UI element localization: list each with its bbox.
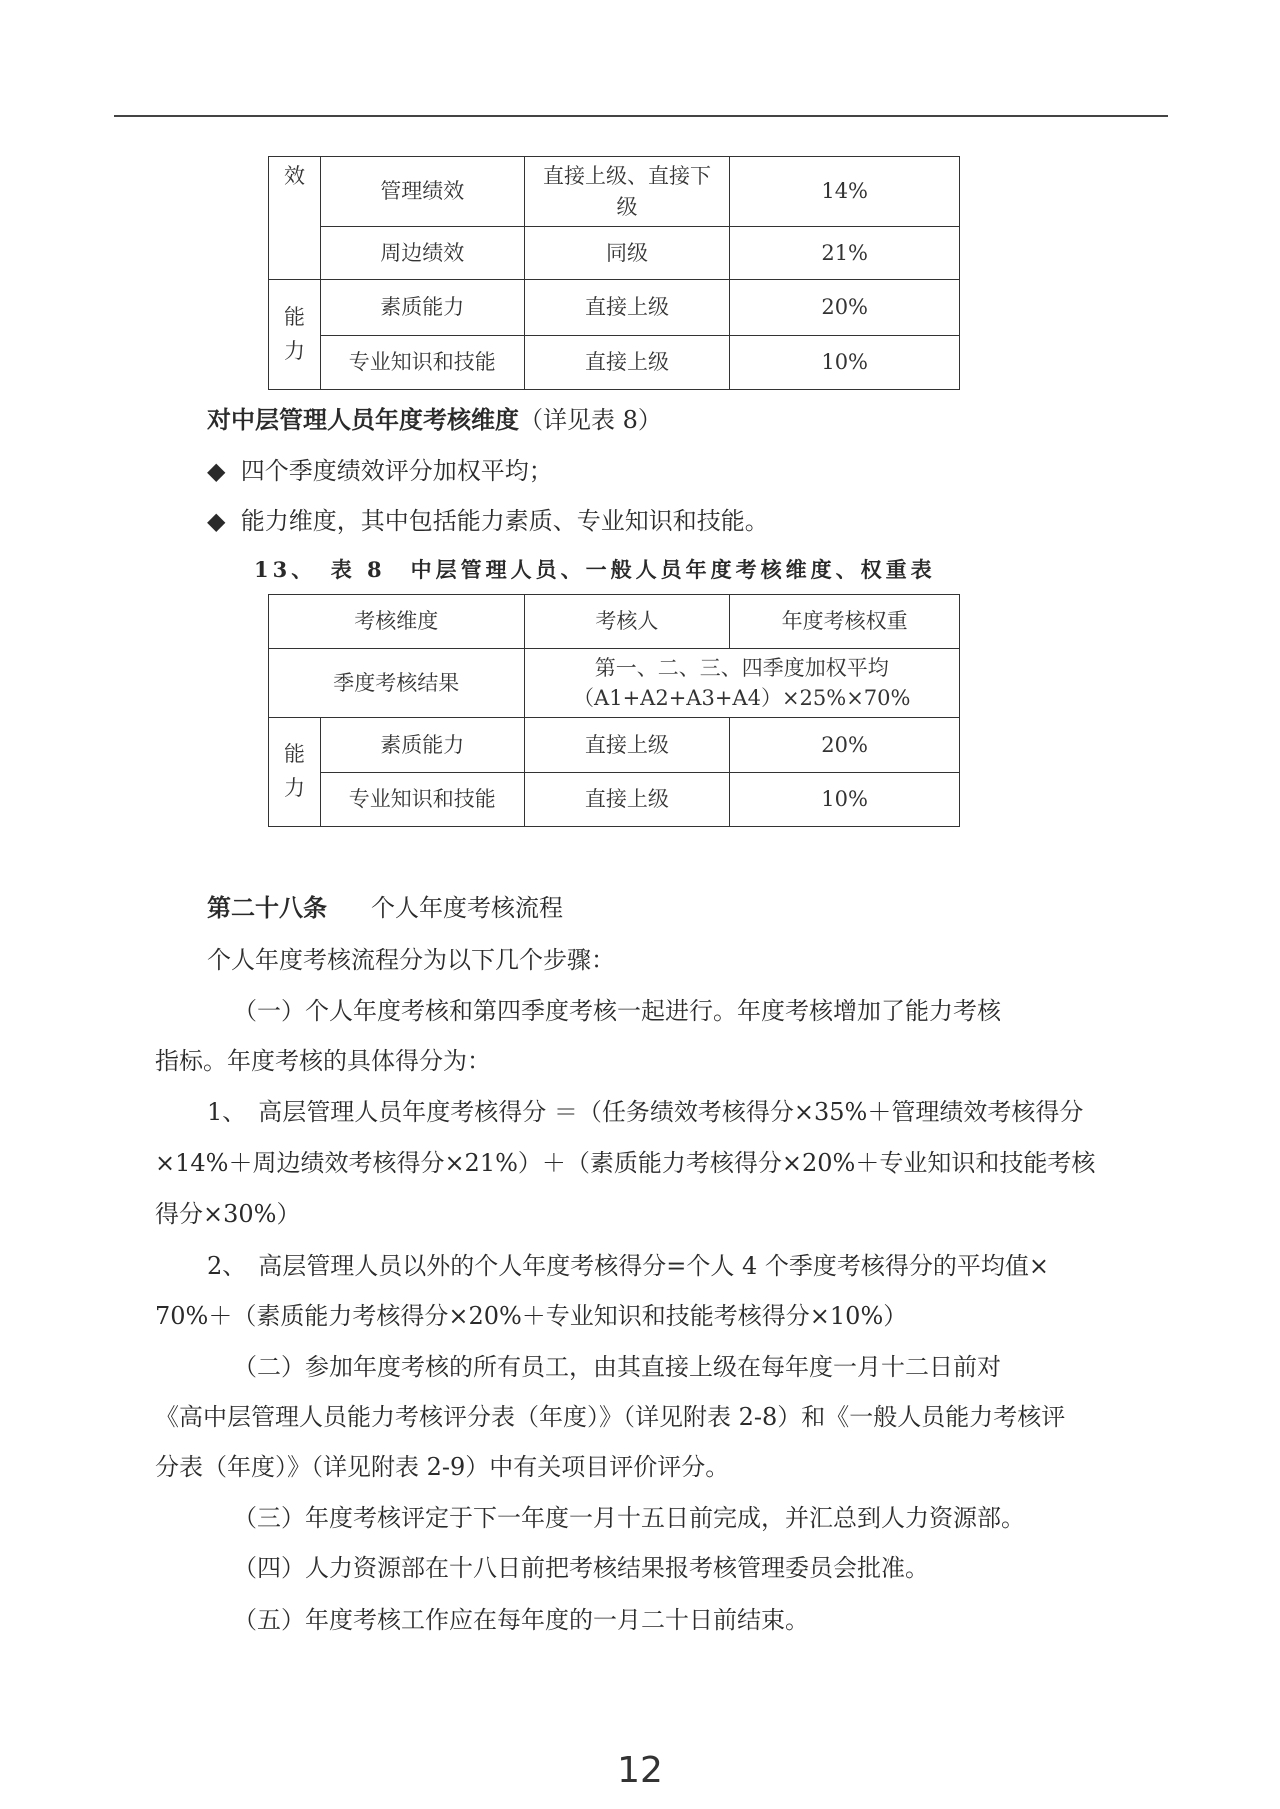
table-row [269, 157, 960, 227]
paragraph-line: 2、 高层管理人员以外的个人年度考核得分=个人 4 个季度考核得分的平均值× [207, 1252, 1050, 1280]
dimension-cell: 周边绩效 [320, 227, 524, 280]
weight-cell: 14% [730, 157, 960, 227]
weight-cell: 20% [730, 718, 960, 773]
table-senior-weights [268, 156, 960, 390]
heading-bold: 对中层管理人员年度考核维度 [207, 405, 519, 434]
paragraph-line: （四）人力资源部在十八日前把考核结果报考核管理委员会批准。 [233, 1554, 929, 1582]
header-assessor: 考核人 [524, 595, 730, 649]
bullet-item [207, 501, 769, 536]
article-number: 第二十八条 [207, 893, 327, 922]
quarter-value-line1: 第一、二、三、四季度加权平均 [594, 655, 889, 680]
paragraph-line: 《高中层管理人员能力考核评分表（年度）》（详见附表 2-8）和《一般人员能力考核评 [155, 1403, 1066, 1431]
weight-cell: 10% [730, 773, 960, 827]
header-weight: 年度考核权重 [730, 595, 960, 649]
bullet-item [207, 451, 553, 486]
table-mid-weights [268, 594, 960, 827]
table-row [269, 718, 960, 773]
header-rule [114, 115, 1168, 117]
assessor-cell: 直接上级 [524, 336, 730, 390]
quarter-value-line2: （A1+A2+A3+A4）×25%×70% [573, 686, 911, 710]
table-header-row [269, 595, 960, 649]
table-row [269, 280, 960, 336]
paragraph-line: （一）个人年度考核和第四季度考核一起进行。年度考核增加了能力考核 [233, 997, 1001, 1025]
paragraph-line: 1、 高层管理人员年度考核得分 ＝（任务绩效考核得分×35%＋管理绩效考核得分 [207, 1098, 1084, 1126]
table-row [269, 649, 960, 718]
weight-cell: 21% [730, 227, 960, 280]
paragraph-line: 得分×30%） [155, 1200, 301, 1228]
quarter-value [524, 649, 959, 718]
heading-ref: （详见表 8） [519, 406, 662, 434]
article-title: 个人年度考核流程 [371, 894, 563, 922]
paragraph-line: 分表（年度）》（详见附表 2-9）中有关项目评价评分。 [155, 1453, 730, 1481]
paragraph-line: （五）年度考核工作应在每年度的一月二十日前结束。 [233, 1606, 809, 1634]
dimension-cell: 素质能力 [320, 718, 524, 773]
bullet-text: 四个季度绩效评分加权平均； [240, 457, 553, 485]
page-number: 12 [617, 1750, 663, 1791]
table-row [269, 773, 960, 827]
paragraph-line: （三）年度考核评定于下一年度一月十五日前完成，并汇总到人力资源部。 [233, 1504, 1025, 1532]
table-row [269, 336, 960, 390]
quarter-label: 季度考核结果 [269, 649, 525, 718]
assessor-cell: 直接上级、直接下级 [524, 157, 730, 227]
group-cell: 能力 [269, 280, 321, 390]
assessor-cell: 直接上级 [524, 718, 730, 773]
assessor-cell: 直接上级 [524, 280, 730, 336]
dimension-cell: 专业知识和技能 [320, 336, 524, 390]
bullet-text: 能力维度，其中包括能力素质、专业知识和技能。 [240, 507, 769, 535]
weight-cell: 20% [730, 280, 960, 336]
dimension-cell: 素质能力 [320, 280, 524, 336]
paragraph-line: 指标。年度考核的具体得分为： [155, 1047, 491, 1075]
group-cell: 能力 [269, 718, 321, 827]
paragraph-line: 70%＋（素质能力考核得分×20%＋专业知识和技能考核得分×10%） [155, 1302, 908, 1330]
assessor-cell: 直接上级 [524, 773, 730, 827]
header-dimension: 考核维度 [269, 595, 525, 649]
paragraph-line: （二）参加年度考核的所有员工，由其直接上级在每年度一月十二日前对 [233, 1353, 1001, 1381]
table-row [269, 227, 960, 280]
section-heading [207, 400, 662, 435]
dimension-cell: 管理绩效 [320, 157, 524, 227]
diamond-bullet-icon: ◆ [207, 507, 226, 535]
weight-cell: 10% [730, 336, 960, 390]
diamond-bullet-icon: ◆ [207, 457, 226, 485]
assessor-cell: 同级 [524, 227, 730, 280]
paragraph-line: 个人年度考核流程分为以下几个步骤： [207, 946, 615, 974]
paragraph-line: ×14%＋周边绩效考核得分×21%）＋（素质能力考核得分×20%＋专业知识和技能考核 [155, 1149, 1096, 1177]
group-cell: 效 [269, 157, 321, 280]
table-caption: 13、 表 8 中层管理人员、一般人员年度考核维度、权重表 [254, 557, 936, 582]
article-heading [207, 888, 563, 923]
dimension-cell: 专业知识和技能 [320, 773, 524, 827]
